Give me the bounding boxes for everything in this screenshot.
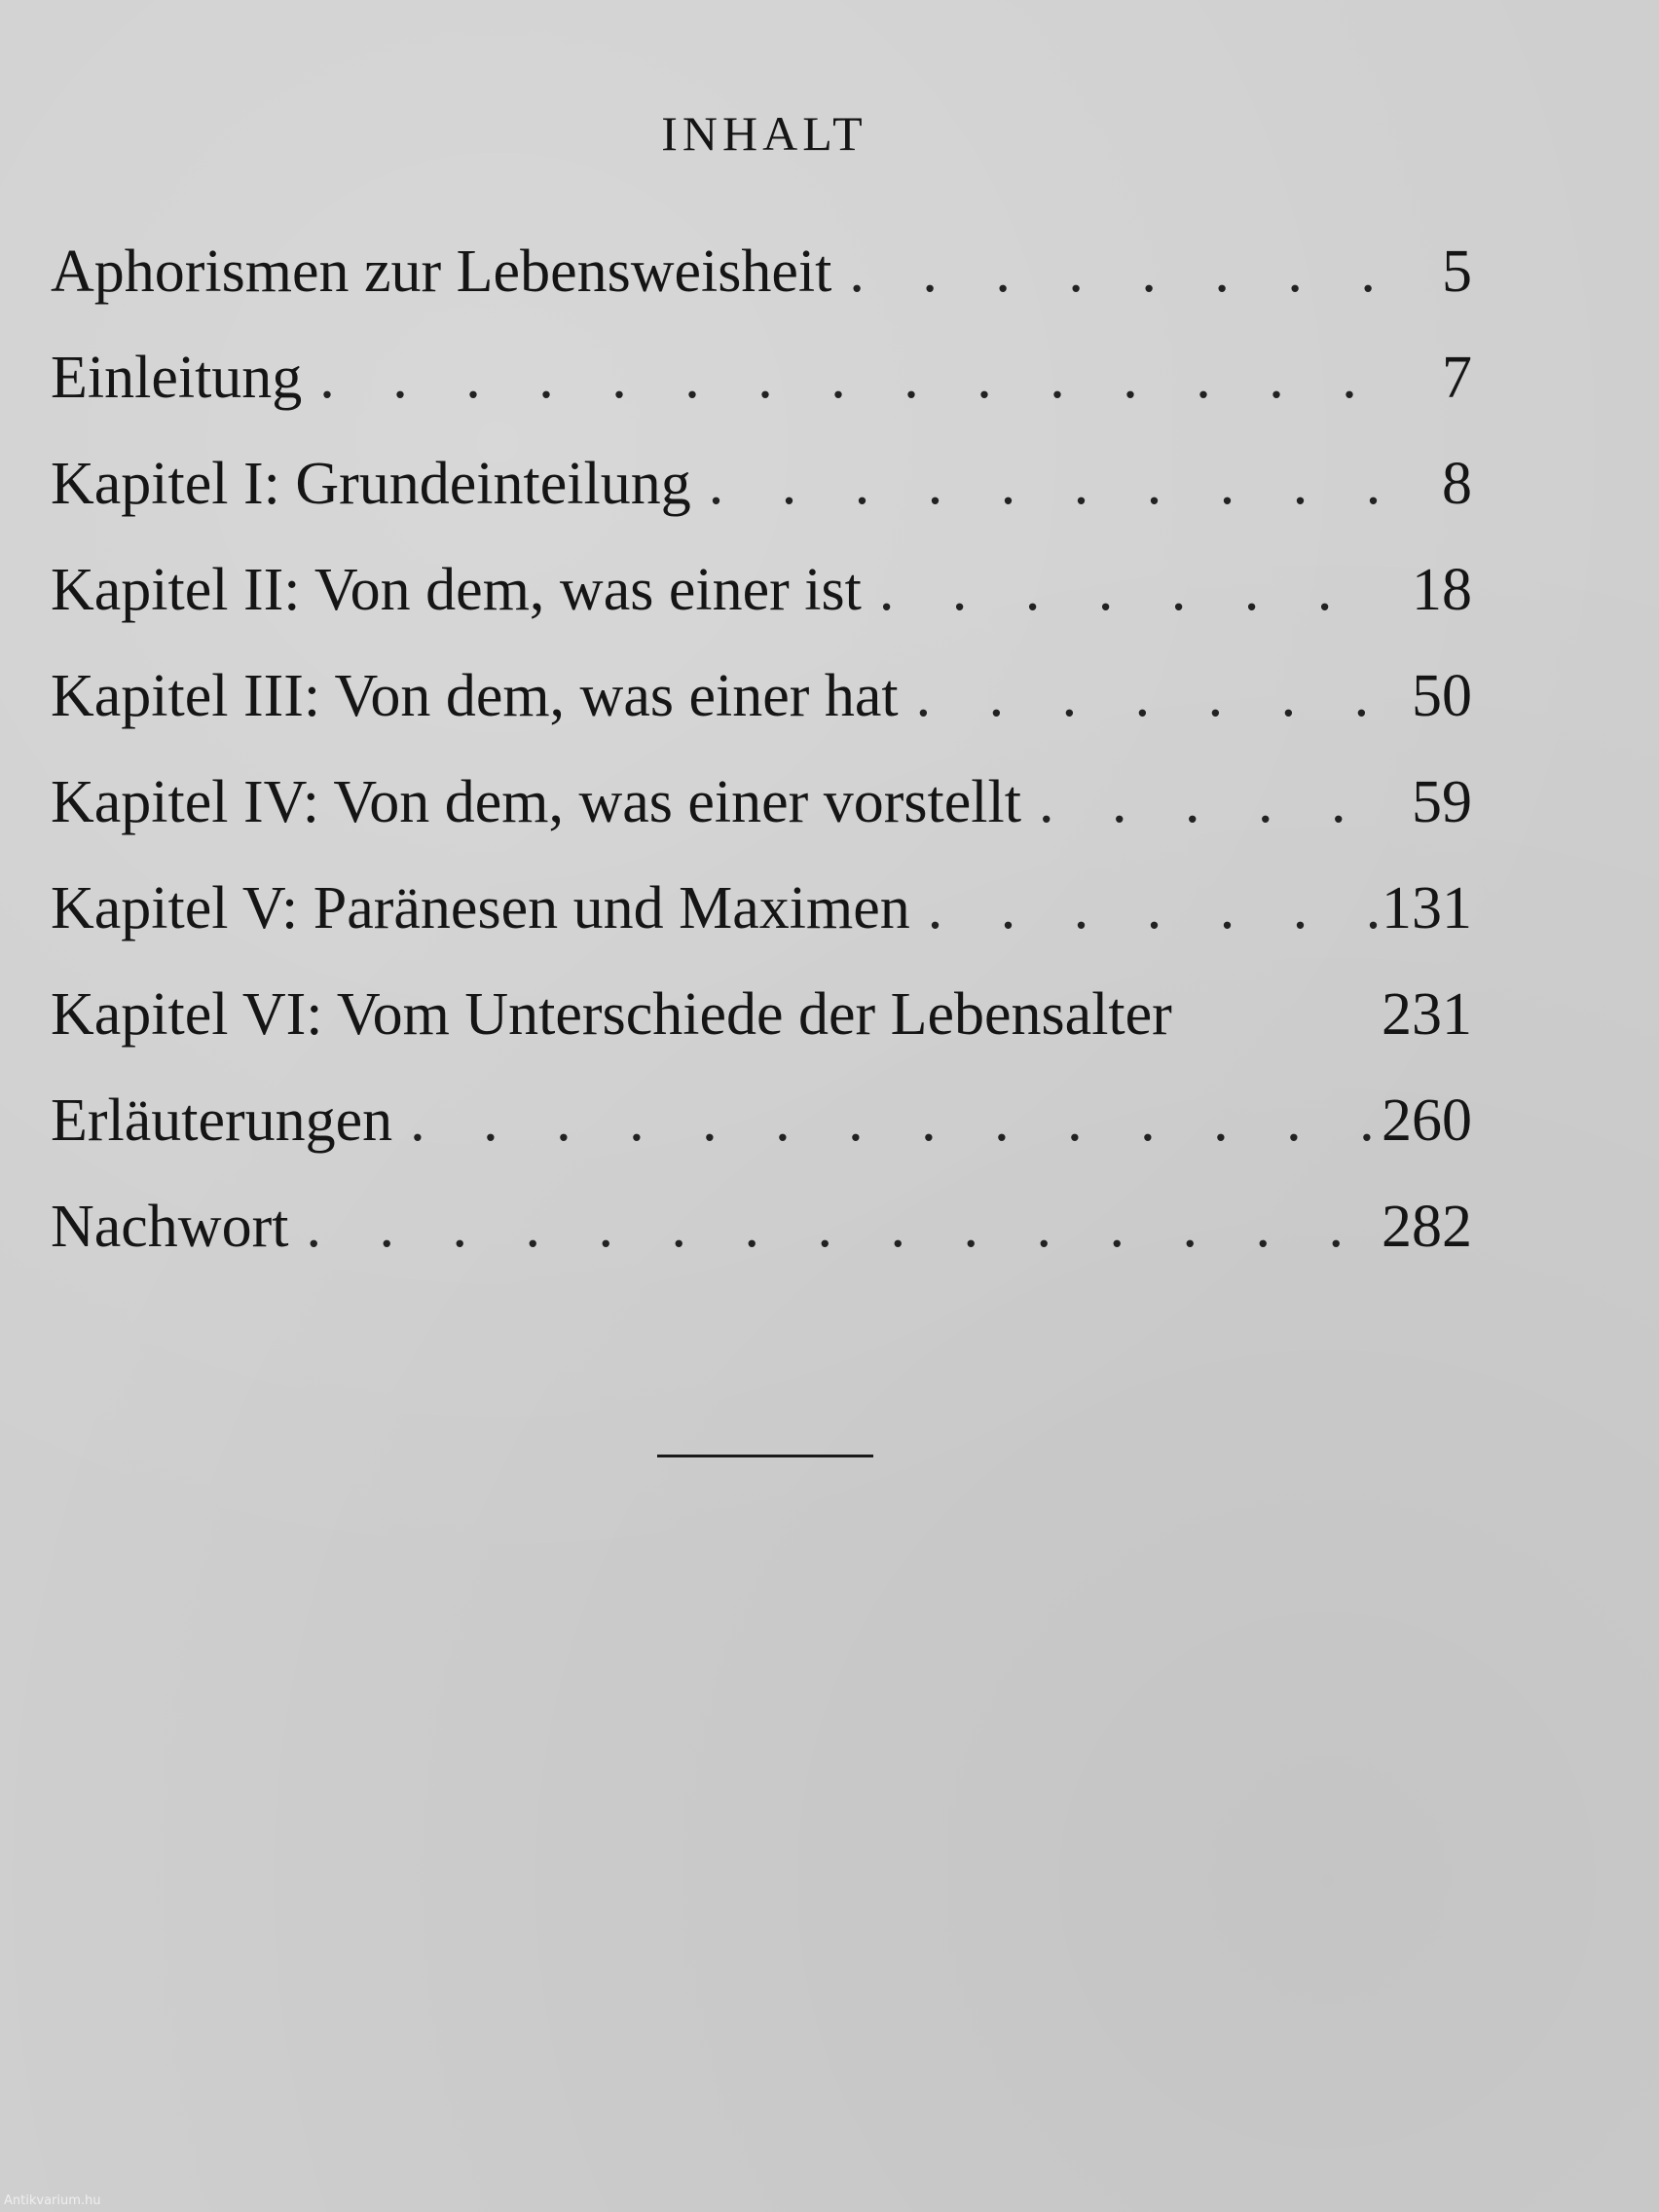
toc-entry-title: Nachwort: [51, 1194, 289, 1260]
toc-entry-page: 50: [1412, 663, 1472, 729]
toc-entry-title: Kapitel II: Von dem, was einer ist: [51, 557, 862, 623]
dot-leader: [910, 856, 1382, 962]
toc-entry: [51, 962, 1472, 1068]
table-of-contents: [51, 219, 1472, 1280]
toc-entry-title: Kapitel IV: Von dem, was einer vorstellt: [51, 769, 1021, 835]
toc-entry: [51, 750, 1472, 856]
toc-entry-title: Kapitel III: Von dem, was einer hat: [51, 663, 899, 729]
toc-entry-page: 131: [1382, 875, 1472, 941]
toc-entry-page: 231: [1382, 981, 1472, 1048]
end-rule-divider: [657, 1455, 873, 1457]
dot-leader: [862, 537, 1394, 644]
toc-entry-title: Kapitel I: Grundeinteilung: [51, 451, 691, 517]
toc-entry: [51, 537, 1472, 644]
toc-entry-page: 7: [1442, 345, 1472, 411]
dot-leader: [392, 1068, 1382, 1174]
dot-leader: [831, 219, 1394, 325]
toc-entry-title: Einleitung: [51, 345, 303, 411]
toc-entry-page: 8: [1442, 451, 1472, 517]
toc-entry-page: 5: [1442, 239, 1472, 305]
dot-leader: [899, 644, 1394, 750]
toc-entry: [51, 1068, 1472, 1174]
toc-entry-title: Kapitel VI: Vom Unterschiede der Lebensalter: [51, 981, 1172, 1048]
toc-entry-title: Aphorismen zur Lebensweisheit: [51, 239, 832, 305]
toc-entry: [51, 325, 1472, 431]
source-watermark: Antikvarium.hu: [4, 2194, 101, 2208]
toc-entry: [51, 856, 1472, 962]
toc-entry-page: 18: [1412, 557, 1472, 623]
dot-leader: [288, 1174, 1382, 1280]
toc-entry: [51, 219, 1472, 325]
dot-leader: [1021, 750, 1394, 856]
toc-entry-title: Kapitel V: Paränesen und Maximen: [51, 875, 910, 941]
toc-entry-page: 282: [1382, 1194, 1472, 1260]
toc-heading: INHALT: [661, 106, 867, 161]
toc-entry-page: 260: [1382, 1088, 1472, 1154]
toc-entry: [51, 1174, 1472, 1280]
toc-entry-title: Erläuterungen: [51, 1088, 393, 1154]
dot-leader: [691, 431, 1394, 537]
toc-entry: [51, 644, 1472, 750]
toc-entry: [51, 431, 1472, 537]
dot-leader: [302, 325, 1394, 431]
toc-entry-page: 59: [1412, 769, 1472, 835]
